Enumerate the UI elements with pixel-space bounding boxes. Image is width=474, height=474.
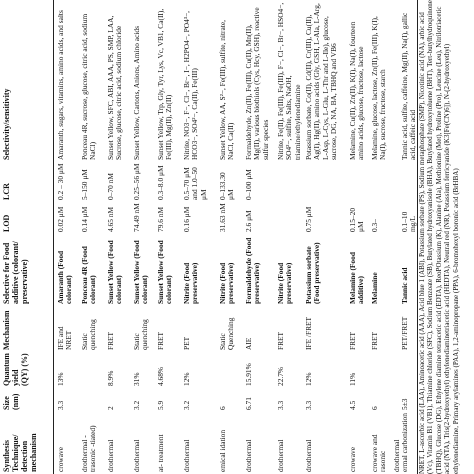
cell-mechanism: FRET [156, 331, 165, 350]
table-row [219, 0, 243, 474]
cell-selective: Amaranth (Food colorant) [56, 250, 74, 304]
cell-qy: 15.91% [244, 363, 253, 386]
cell-lcr: 0–70 nM [106, 173, 115, 200]
cell-selective: Tannic acid [400, 267, 409, 304]
cell-selective: Potassium sorbate (Food preservative) [304, 242, 322, 304]
cell-lod: 2.6 μM [244, 210, 253, 232]
cell-selective: Sunset Yellow (Food colorant) [132, 240, 150, 304]
table-row [157, 0, 181, 474]
cell-mechanism: Static Quenching [218, 317, 236, 350]
cell-technique: drothermal [106, 439, 115, 472]
cell-technique: drothermal -trasonic -tiated) [80, 425, 98, 472]
cell-qy: 12% [182, 372, 191, 386]
cell-size: 4.5 [348, 400, 357, 410]
header-size: Size (nm) [2, 393, 20, 410]
cell-lcr: 0.5–70 μM and 1.0–50 μM [182, 167, 208, 200]
cell-selectivity: Melamine, glucose, lactose, Zn(II), Fe(III), K(I), Na(I), sucrose, fructose, starch [370, 16, 388, 160]
cell-selective: Nitrite (Food preservative) [182, 262, 200, 304]
cell-selectivity: Sunset Yellow, Cartons, Anions, Amino acids [132, 26, 141, 160]
table-row [349, 0, 369, 474]
header-mechanism: Mechanism [2, 310, 11, 350]
cell-technique: drothermal [182, 439, 191, 472]
cell-qy: 22.7% [276, 366, 285, 386]
cell-mechanism: FRET [106, 331, 115, 350]
table-row [371, 0, 391, 474]
cell-mechanism: Static quenching [132, 319, 150, 350]
cell-lcr: 0.3–8.0 μM [156, 165, 165, 200]
cell-size: 6.71 [244, 397, 253, 410]
cell-qy: 4.68% [156, 366, 165, 386]
cell-selectivity: Melamine, Cu(II), Zn(II), K(I), Na(I), fourteen amino acids, glucose, fructose, lactose [348, 21, 366, 160]
cell-selectivity: Formaldehyde, Zn(II), Fe(III), Cu(II), Mn(II), Mg(II), various biothiols (Cys, Hcy, GSH), reactive sulfur species [244, 7, 270, 160]
table-row [401, 0, 417, 474]
cell-selective: Melamine (Food additive) [348, 252, 366, 304]
cell-lod: 31.63 nM [218, 203, 227, 232]
cell-size: 2 [106, 406, 115, 410]
header-technique: Synthesis Technique/ detection mechanism [2, 433, 38, 472]
cell-mechanism: FRET [276, 331, 285, 350]
cell-mechanism: PET/FRET [400, 316, 409, 350]
cell-mechanism: Static quenching [80, 319, 98, 350]
cell-mechanism: FRET [370, 331, 379, 350]
cell-selectivity: Sunset Yellow, AA, S²−, Fe(III), sulfite, nitrate, NaCl, Ca(II) [218, 20, 236, 160]
cell-lod: 0.3– [370, 219, 379, 232]
cell-selectivity: Ponceau 4R, sucrose, glucose, citric acid, sodium NaCl) [80, 13, 98, 160]
table-row [107, 0, 131, 474]
table-row [183, 0, 217, 474]
cell-selectivity: Sunset Yellow, Trp, Gly, Tyr, Lys, Vc, VB1, Ca(II), Fe(III), Mg(II), Zn(II) [156, 8, 174, 160]
cell-qy: 13% [56, 372, 65, 386]
cell-mechanism: IFE and NRET [56, 326, 74, 350]
cell-lod: 0.15–20 μM [348, 207, 366, 232]
cell-lod: 0.14 μM [80, 206, 89, 232]
cell-lcr: 0.25–56 μM [132, 163, 141, 200]
cell-lod: 0.1–10 mg/L [400, 211, 418, 232]
table-row [245, 0, 275, 474]
cell-lod: 4.65 nM [106, 206, 115, 232]
cell-qy: 12% [304, 372, 313, 386]
cell-selectivity: Nitrite, Fe(II), Fe(III), Fe(III), F−, Cl−, Br−, HSO4−, SO4²−, sulfite, Salts, NaOH, triamine/ethylenediamine [276, 2, 302, 160]
header-selective: Selective for Food additive (colorant/ preservative) [2, 241, 29, 304]
cell-technique: crowave [56, 446, 65, 472]
cell-selectivity: Sunset Yellow, SFC, ABI, AAA, PS, SMP, LAA, Sucrose, glucose, citric acid, sodium chloride [106, 15, 124, 160]
table-row [133, 0, 155, 474]
cell-size: 6 [370, 406, 379, 410]
cell-lod: 0.75 μM [304, 206, 313, 232]
cell-selectivity: Nitrite, NO3−, F−, Cl−, Br−, I−, H2PO4−, PO4³−, HCO3−, SO4²−, Ca(II), Fe(III) [182, 10, 200, 160]
cell-selectivity: Tannic acid, sulfite, caffeine, Mg(II), Na(I), gallic acid, caffeic acid [400, 12, 418, 160]
cell-size: 3.2 [132, 400, 141, 410]
cell-selective: Ponceau 4R (Food colorant) [80, 246, 98, 304]
cell-size: 3.3 [276, 400, 285, 410]
cell-size: 3.3 [304, 400, 313, 410]
cell-lcr: 5–150 μM [80, 169, 89, 200]
cell-lod: 0.02 μM [56, 206, 65, 232]
table-header [0, 0, 52, 474]
cell-size: 3.2 [182, 400, 191, 410]
table-row [57, 0, 79, 474]
cell-mechanism: IFE /FRET [304, 316, 313, 350]
cell-lod: 79.6 nM [156, 206, 165, 232]
cell-technique: drothermal [276, 439, 285, 472]
cell-size: 5.9 [156, 400, 165, 410]
cell-selective: Nitrite (Food preservative) [218, 262, 236, 304]
cell-selective: Sunset Yellow (Food colorant) [156, 240, 174, 304]
cell-mechanism: FRET [348, 331, 357, 350]
cell-technique: drothermal [392, 439, 401, 472]
table-row [81, 0, 105, 474]
cell-selective: Nitrite (Food preservative) [276, 262, 294, 304]
cell-qy: 31% [132, 372, 141, 386]
cell-size: 3.3 [56, 400, 65, 410]
cell-technique: drothermal [132, 439, 141, 472]
cell-mechanism: PET [182, 336, 191, 350]
header-lcr: LCR [2, 183, 11, 200]
cell-lod: 74.49 nM [132, 203, 141, 232]
cell-qy: 8.9% [106, 370, 115, 386]
header-lod: LOD [2, 214, 11, 232]
cell-selective: Sunset Yellow (Food colorant) [106, 240, 124, 304]
cell-selectivity: Amaranth, sugars, vitamins, amino acids, and salts [56, 10, 65, 160]
cell-selective: Melamine [370, 272, 379, 304]
cell-technique: ermal carbonization [400, 413, 409, 472]
cell-lcr: 0–100 μM [244, 169, 253, 200]
cell-mechanism: AIE [244, 337, 253, 350]
cell-size: 5±3 [400, 398, 409, 410]
cell-technique: drothermal [244, 439, 253, 472]
cell-qy: 11% [348, 372, 357, 386]
header-selectivity: Selectivity/sensitivity [2, 88, 11, 160]
cell-lcr: 0.2 – 30 μM [56, 163, 65, 200]
cell-lcr: 0–133.30 μM [218, 172, 236, 200]
cell-technique: emical idation [218, 429, 227, 472]
cell-technique: drothermal [304, 439, 313, 472]
cell-size: 6 [218, 406, 227, 410]
table-footnote: NRET, L-ascorbic acid (LAA), Aminoacetic acid (AAA), Acid blue 1 (ABI), Potassium sorbate (PS), Sodium metaphosphate (SMP), Nicotinic acid (NA), arbic acid (Vc), Vitamin B1 (VB1), Thiamine chloride (SFC), Sodium Benzoate (SB), Butylated hydroxyanisole (BHA), Butylated hydroxytoluene (BHT), Tert-butylhydroquinone (TBHQ), Glucose (DG), Ethylene diamine tetraacetic acid (EDTA), ReoPOtassium (K), Alanine (Ala), Methionine (Met), Proline (Pro), Leucine (Leu), Nitrilotriacetic acid (NTA), Tris(2-hydroxyethyl) ethylenediaminetriacetic acid (HEDTA), Neutral red (NR), Potassium ferricyanide (K3[Fe(CN)6]), N-(2-hydroxyethyl) ethylenediamine, Primary arylamines (PAA), 1,2-aminopropane (PPA), 6-bromohexyl boronic acid (BrHBA) [418, 0, 460, 474]
header-rule [53, 0, 54, 474]
table-row [305, 0, 347, 474]
cell-technique: at- treatment [156, 434, 165, 472]
cell-technique: crowave [348, 446, 357, 472]
table-row [277, 0, 303, 474]
cell-selectivity: Potassium sorbate, Co(II), Cd(II), Cr(III), Cu(II), Ag(I), Hg(II), amino acids (Gly, GSH, L-Ala, L-Arg, L-Asp, L-Cys, L-Glu, L-Thr and L-Ile), glucose, sucrose, DG, NA, BA, TBHQ and VB6 [304, 3, 339, 160]
cell-lod: 0.16 μM [182, 206, 191, 232]
cell-technique: crowave and rasonic [370, 434, 388, 472]
header-qy: Quantum yield (QY) (%) [2, 353, 29, 386]
cell-selective: Formaldehyde (Food preservative) [244, 237, 262, 304]
